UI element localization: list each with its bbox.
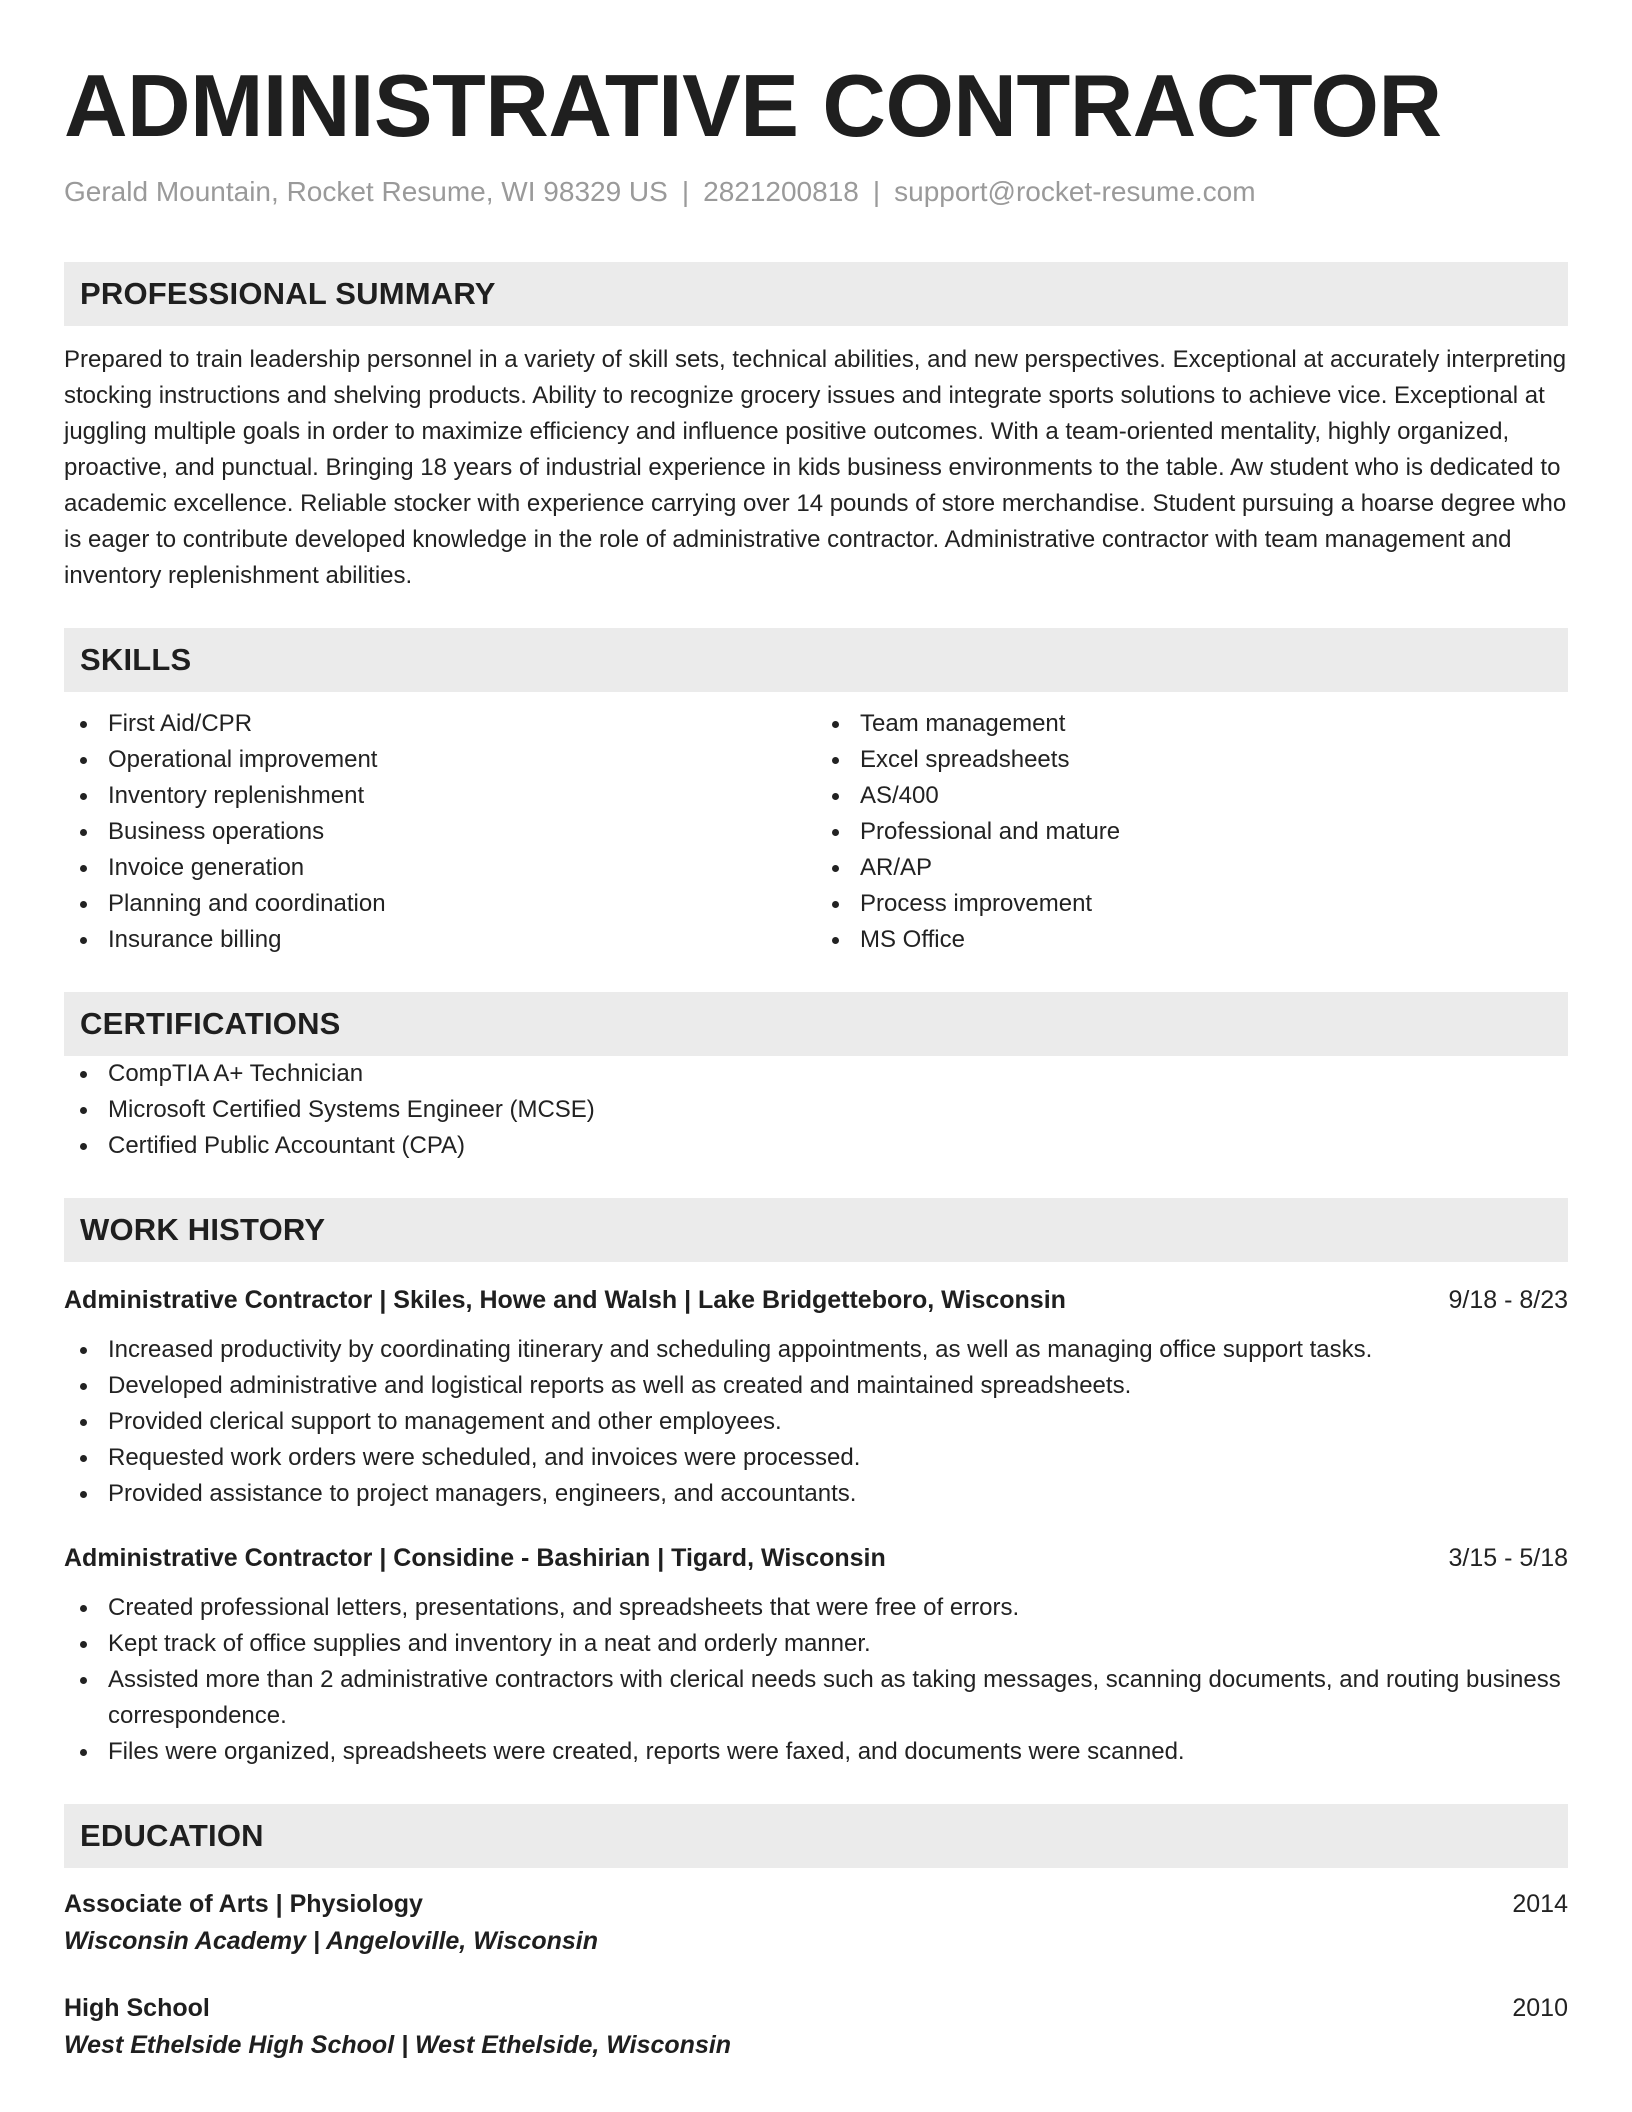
skill-item: Operational improvement (64, 742, 816, 778)
contact-line (64, 174, 1568, 210)
contact-separator: | (681, 176, 690, 207)
section-heading-summary: PROFESSIONAL SUMMARY (64, 262, 1568, 326)
skills-list-left (64, 706, 816, 958)
section-heading-work-history: WORK HISTORY (64, 1198, 1568, 1262)
skill-item: AR/AP (816, 850, 1568, 886)
skill-item: AS/400 (816, 778, 1568, 814)
job-bullet: Provided clerical support to management and other employees. (64, 1404, 1568, 1440)
contact-email: support@rocket-resume.com (894, 176, 1256, 207)
job-bullet: Files were organized, spreadsheets were created, reports were faxed, and documents were scanned. (64, 1734, 1568, 1770)
education-header (64, 1886, 1568, 1922)
job-header (64, 1282, 1568, 1318)
job-dates: 3/15 - 5/18 (1448, 1544, 1568, 1572)
skill-item: Insurance billing (64, 922, 816, 958)
job-bullet: Developed administrative and logistical reports as well as created and maintained spreadsheets. (64, 1368, 1568, 1404)
job-bullet: Requested work orders were scheduled, and invoices were processed. (64, 1440, 1568, 1476)
skill-item: Planning and coordination (64, 886, 816, 922)
certification-item: Microsoft Certified Systems Engineer (MCSE) (64, 1092, 1568, 1128)
resume-name: ADMINISTRATIVE CONTRACTOR (64, 56, 1442, 155)
education-header (64, 1990, 1568, 2026)
job-bullet: Kept track of office supplies and inventory in a neat and orderly manner. (64, 1626, 1568, 1662)
job-bullet: Created professional letters, presentations, and spreadsheets that were free of errors. (64, 1590, 1568, 1626)
certifications-list (64, 1056, 1568, 1164)
skill-item: Excel spreadsheets (816, 742, 1568, 778)
job-bullets (64, 1332, 1568, 1512)
job-entry (64, 1540, 1568, 1770)
job-title: Administrative Contractor | Skiles, Howe and Walsh | Lake Bridgetteboro, Wisconsin (64, 1286, 1066, 1314)
education-school: Wisconsin Academy | Angeloville, Wisconsin (64, 1927, 598, 1955)
skills-columns (64, 706, 1568, 958)
summary-text: Prepared to train leadership personnel in a variety of skill sets, technical abilities, and new perspectives. Exceptional at accurately interpreting stocking instructions and shelving products. Ability to recognize grocery issues and integrate sports solutions to achieve vice. Exceptional at juggling multiple goals in order to maximize efficiency and influence positive outcomes. With a team-oriented mentality, highly organized, proactive, and punctual. Bringing 18 years of industrial experience in kids business environments to the table. Aw student who is dedicated to academic excellence. Reliable stocker with experience carrying over 14 pounds of store merchandise. Student pursuing a hoarse degree who is eager to contribute developed knowledge in the role of administrative contractor. Administrative contractor with team management and inventory replenishment abilities. (64, 346, 1567, 589)
skills-list-right (816, 706, 1568, 958)
skill-item: MS Office (816, 922, 1568, 958)
skill-item: Process improvement (816, 886, 1568, 922)
skill-item: Team management (816, 706, 1568, 742)
certification-item: CompTIA A+ Technician (64, 1056, 1568, 1092)
section-heading-skills: SKILLS (64, 628, 1568, 692)
job-header (64, 1540, 1568, 1576)
section-heading-education: EDUCATION (64, 1804, 1568, 1868)
education-degree: Associate of Arts | Physiology (64, 1890, 423, 1918)
skill-item: Invoice generation (64, 850, 816, 886)
job-bullet: Provided assistance to project managers, engineers, and accountants. (64, 1476, 1568, 1512)
education-school: West Ethelside High School | West Ethelside, Wisconsin (64, 2031, 732, 2059)
job-dates: 9/18 - 8/23 (1448, 1286, 1568, 1314)
job-entry (64, 1282, 1568, 1512)
job-bullet: Assisted more than 2 administrative contractors with clerical needs such as taking messages, scanning documents, and routing business correspondence. (64, 1662, 1568, 1734)
job-title: Administrative Contractor | Considine - Bashirian | Tigard, Wisconsin (64, 1544, 886, 1572)
education-year: 2010 (1512, 1994, 1568, 2022)
education-entry (64, 1886, 1568, 1960)
skill-item: First Aid/CPR (64, 706, 816, 742)
job-bullets (64, 1590, 1568, 1770)
education-year: 2014 (1512, 1890, 1568, 1918)
skill-item: Professional and mature (816, 814, 1568, 850)
contact-separator: | (872, 176, 881, 207)
contact-phone: 2821200818 (703, 176, 859, 207)
contact-address: Gerald Mountain, Rocket Resume, WI 98329 US (64, 176, 668, 207)
education-entry (64, 1990, 1568, 2064)
job-bullet: Increased productivity by coordinating itinerary and scheduling appointments, as well as managing office support tasks. (64, 1332, 1568, 1368)
skill-item: Business operations (64, 814, 816, 850)
skill-item: Inventory replenishment (64, 778, 816, 814)
education-degree: High School (64, 1994, 210, 2022)
certification-item: Certified Public Accountant (CPA) (64, 1128, 1568, 1164)
section-heading-certifications: CERTIFICATIONS (64, 992, 1568, 1056)
